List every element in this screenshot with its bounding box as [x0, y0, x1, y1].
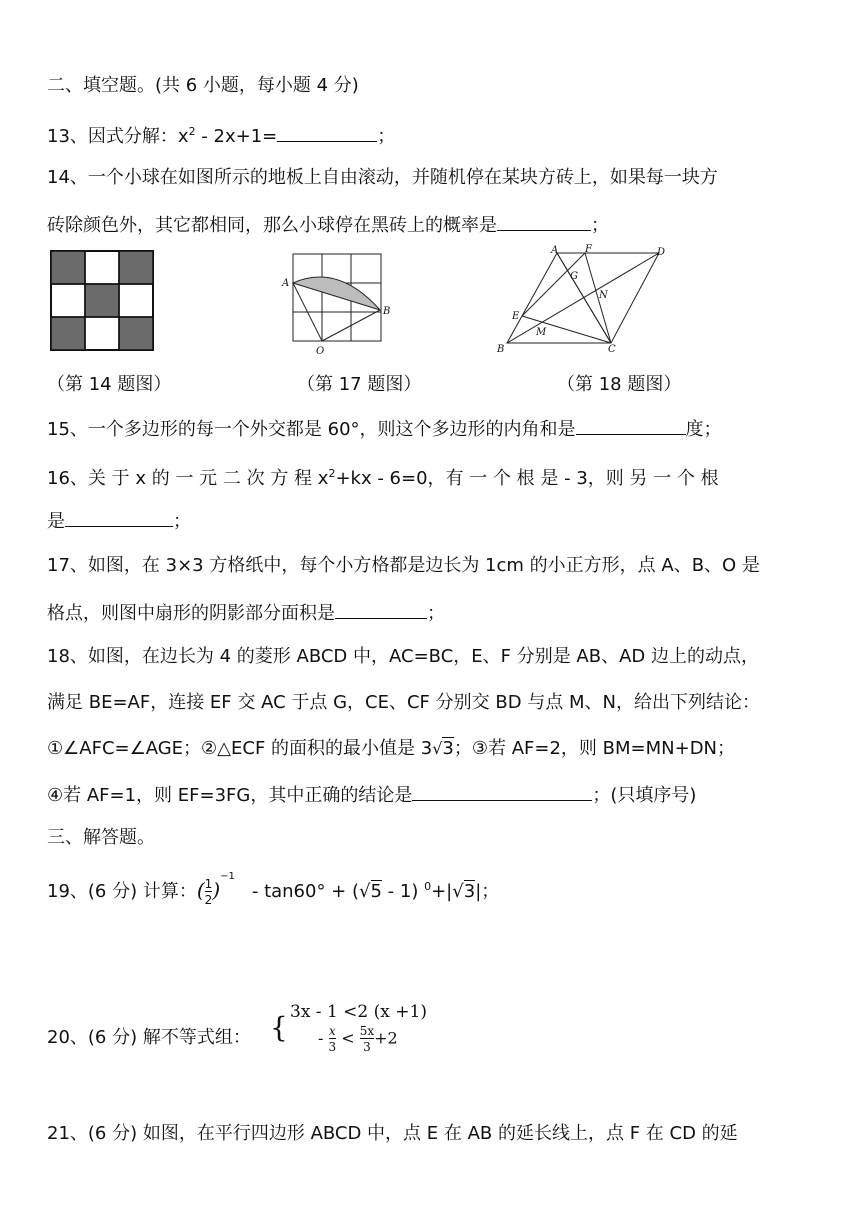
figure-17-grid-sector — [278, 248, 398, 360]
q15-text: 15、一个多边形的每一个外交都是 60°，则这个多边形的内角和是 — [47, 419, 576, 440]
q19-sqrt-symbol-2: √ — [452, 881, 464, 902]
fig18-label-d: D — [657, 247, 666, 258]
question-14-line-1: 14、一个小球在如图所示的地板上自由滚动，并随机停在某块方砖上，如果每一块方 — [47, 167, 718, 188]
q19-rest-c: +| — [431, 881, 453, 902]
q17-text: 格点，则图中扇形的阴影部分面积是 — [47, 603, 335, 624]
question-16-line-2 — [47, 508, 191, 534]
fig18-label-n: N — [599, 290, 608, 301]
q20-brace: { — [270, 1011, 288, 1044]
q18-line4-end: ；(只填序号) — [592, 785, 697, 806]
fig18-label-g: G — [570, 271, 578, 282]
question-21: 21、(6 分) 如图，在平行四边形 ABCD 中，点 E 在 AB 的延长线上，点 F 在 CD 的延 — [47, 1123, 738, 1144]
caption-figure-17: （第 17 题图） — [297, 374, 422, 395]
q13-answer-blank[interactable] — [277, 123, 377, 142]
q17-end: ； — [427, 603, 445, 624]
q16-text-b: +kx - 6=0，有 一 个 根 是 - 3，则 另 一 个 根 — [335, 468, 719, 489]
q18-line3-b: ；③若 AF=2，则 BM=MN+DN； — [453, 738, 736, 759]
figure-14-checkerboard — [50, 250, 154, 351]
question-18-line-2: 满足 BE=AF，连接 EF 交 AC 于点 G，CE、CF 分别交 BD 与点 M、N，给出下列结论： — [47, 692, 760, 713]
q20-less-than: < — [341, 1028, 355, 1048]
q19-sqrt-symbol-1: √ — [359, 881, 371, 902]
q18-line4-text: ④若 AF=1，则 EF=3FG，其中正确的结论是 — [47, 785, 413, 806]
q19-left-paren: ( — [196, 878, 205, 902]
q18-radicand: 3 — [442, 738, 454, 759]
q16-answer-blank[interactable] — [65, 508, 173, 527]
question-18-line-4 — [47, 782, 696, 808]
question-15 — [47, 416, 722, 442]
section-2-heading: 二、填空题。(共 6 小题，每小题 4 分) — [47, 75, 359, 96]
q19-right-paren: ) — [212, 878, 221, 902]
question-13 — [47, 120, 395, 149]
q18-answer-blank[interactable] — [412, 782, 592, 801]
q13-end: ； — [377, 126, 396, 147]
fig18-label-f: F — [585, 244, 592, 255]
q20-fraction-1: $\frac{x}{3}$ — [328, 1024, 337, 1054]
q13-exponent: 2 — [188, 125, 196, 138]
q15-end: 度； — [685, 419, 722, 440]
fig18-label-b: B — [497, 344, 505, 355]
fig18-label-e: E — [512, 311, 520, 322]
q19-prefix: 19、(6 分) 计算： — [47, 881, 197, 902]
q14-answer-blank[interactable] — [497, 212, 591, 231]
q19-rest-b: - 1) — [381, 881, 425, 902]
question-16-line-1 — [47, 462, 719, 491]
sqrt-symbol: √ — [432, 739, 443, 758]
q20-inequality-1: 3x - 1 <2 (x +1) — [290, 1002, 427, 1022]
question-17-line-2 — [47, 600, 445, 626]
q16-text-a: 16、关 于 x 的 一 元 二 次 方 程 x — [47, 468, 329, 489]
fig18-label-a: A — [551, 245, 559, 256]
question-14-line-2 — [47, 212, 609, 238]
caption-figure-18: （第 18 题图） — [557, 374, 682, 395]
q15-answer-blank[interactable] — [576, 416, 686, 435]
question-18-line-1: 18、如图，在边长为 4 的菱形 ABCD 中，AC=BC，E、F 分别是 AB、AD 边上的动点， — [47, 646, 759, 667]
q19-rest-d: |； — [475, 881, 500, 902]
caption-figure-14: （第 14 题图） — [47, 374, 172, 395]
q20-minus: - — [318, 1028, 324, 1048]
fig17-label-b: B — [383, 306, 391, 317]
q16-end: ； — [173, 511, 191, 532]
question-20-prefix: 20、(6 分) 解不等式组： — [47, 1027, 251, 1048]
section-3-heading: 三、解答题。 — [47, 827, 155, 848]
q19-fraction: $\frac{1}{2}$ — [204, 877, 213, 907]
q14-text: 砖除颜色外，其它都相同，那么小球停在黑砖上的概率是 — [47, 215, 497, 236]
fig17-label-a: A — [282, 278, 290, 289]
q20-fraction-2: $\frac{5x}{3}$ — [359, 1024, 375, 1054]
q19-rest-a: - tan60° + ( — [246, 881, 360, 902]
question-17-line-1: 17、如图，在 3×3 方格纸中，每个小方格都是边长为 1cm 的小正方形，点 A、B、O 是 — [47, 555, 760, 576]
q14-end: ； — [591, 215, 609, 236]
q16-exponent: 2 — [328, 467, 336, 480]
figure-18-rhombus — [495, 243, 675, 355]
q13-rest: - 2x+1= — [195, 126, 278, 147]
q13-prefix: 13、因式分解：x — [47, 126, 189, 147]
q19-zero-exponent: 0 — [424, 880, 432, 893]
fig17-label-o: O — [316, 346, 325, 357]
q18-line3-a: ①∠AFC=∠AGE；②△ECF 的面积的最小值是 3 — [47, 738, 433, 759]
fig18-label-c: C — [608, 344, 616, 355]
q16-line2-text: 是 — [47, 511, 65, 532]
question-18-line-3 — [47, 737, 735, 761]
q17-answer-blank[interactable] — [335, 600, 427, 619]
fig18-label-m: M — [536, 327, 547, 338]
q20-inequality-2 — [318, 1024, 398, 1054]
q19-exponent: −1 — [220, 871, 235, 882]
question-19 — [47, 872, 499, 910]
q19-radicand-1: 5 — [370, 881, 382, 902]
q20-plus-two: +2 — [374, 1028, 398, 1048]
q19-radicand-2: 3 — [463, 881, 476, 902]
